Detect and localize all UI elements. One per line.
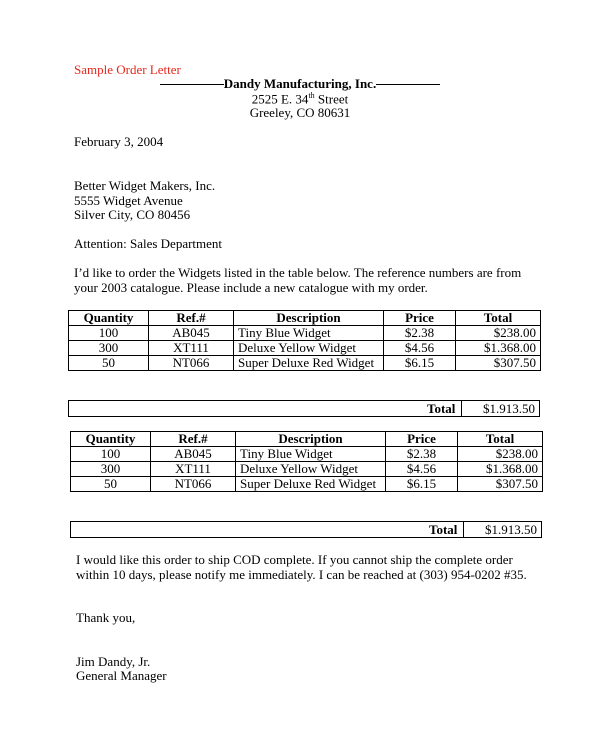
grand-total-value: $1.913.50 <box>483 401 535 416</box>
street-name: Street <box>314 91 349 107</box>
header-quantity: Quantity <box>71 432 151 447</box>
header-total: Total <box>458 432 543 447</box>
sender-city: Greeley, CO 80631 <box>249 105 351 120</box>
recipient-name: Better Widget Makers, Inc. <box>74 178 216 193</box>
cell-desc: Super Deluxe Red Widget <box>236 477 386 492</box>
intro-line-2: your 2003 catalogue. Please include a new catalogue with my order. <box>74 280 428 295</box>
table-header-row <box>71 432 543 447</box>
cell-ref: NT066 <box>151 477 236 492</box>
grand-total-label: Total <box>429 522 458 537</box>
cell-desc: Super Deluxe Red Widget <box>234 356 384 371</box>
header-ref: Ref.# <box>149 311 234 326</box>
cell-total: $238.00 <box>458 447 543 462</box>
letter-date: February 3, 2004 <box>74 134 164 149</box>
cell-ref: AB045 <box>151 447 236 462</box>
cell-total: $1.368.00 <box>458 462 543 477</box>
cell-total: $1.368.00 <box>456 341 541 356</box>
cell-price: $4.56 <box>384 341 456 356</box>
table-row <box>71 447 543 462</box>
total-divider <box>461 401 462 416</box>
cell-total: $307.50 <box>458 477 543 492</box>
cell-desc: Tiny Blue Widget <box>234 326 384 341</box>
sign-off: Thank you, <box>76 610 136 625</box>
underline-left <box>160 83 224 85</box>
cell-total: $307.50 <box>456 356 541 371</box>
cell-ref: XT111 <box>149 341 234 356</box>
signatory-title: General Manager <box>76 668 167 683</box>
cell-desc: Deluxe Yellow Widget <box>236 462 386 477</box>
attention-line: Attention: Sales Department <box>74 236 223 251</box>
total-divider <box>463 522 464 537</box>
cell-ref: AB045 <box>149 326 234 341</box>
header-total: Total <box>456 311 541 326</box>
table-row <box>69 341 541 356</box>
recipient-street: 5555 Widget Avenue <box>74 193 183 208</box>
closing-line-1: I would like this order to ship COD complete. If you cannot ship the complete order <box>76 552 513 567</box>
cell-qty: 50 <box>71 477 151 492</box>
cell-qty: 100 <box>71 447 151 462</box>
cell-desc: Deluxe Yellow Widget <box>234 341 384 356</box>
intro-line-1: I’d like to order the Widgets listed in the table below. The reference numbers are from <box>74 265 522 280</box>
header-ref: Ref.# <box>151 432 236 447</box>
sender-company-line <box>0 76 600 92</box>
grand-total-box-1 <box>68 400 540 417</box>
cell-price: $6.15 <box>384 356 456 371</box>
grand-total-box-2 <box>70 521 542 538</box>
street-ordinal: th <box>308 91 315 100</box>
order-table-2 <box>70 431 543 492</box>
street-number: 2525 E. 34 <box>251 91 309 107</box>
grand-total-label: Total <box>427 401 456 416</box>
closing-line-2: within 10 days, please notify me immediately. I can be reached at (303) 954-0202 #35. <box>76 567 527 582</box>
table-row <box>71 462 543 477</box>
cell-ref: NT066 <box>149 356 234 371</box>
sender-company: Dandy Manufacturing, Inc. <box>223 76 377 91</box>
cell-ref: XT111 <box>151 462 236 477</box>
document-label: Sample Order Letter <box>74 62 181 77</box>
cell-price: $4.56 <box>386 462 458 477</box>
header-description: Description <box>236 432 386 447</box>
cell-qty: 100 <box>69 326 149 341</box>
underline-right <box>376 83 440 85</box>
recipient-city: Silver City, CO 80456 <box>74 207 191 222</box>
header-quantity: Quantity <box>69 311 149 326</box>
table-row <box>69 356 541 371</box>
cell-qty: 50 <box>69 356 149 371</box>
table-row <box>69 326 541 341</box>
signatory-name: Jim Dandy, Jr. <box>76 654 151 669</box>
table-header-row <box>69 311 541 326</box>
header-price: Price <box>386 432 458 447</box>
order-table-1 <box>68 310 541 371</box>
cell-price: $6.15 <box>386 477 458 492</box>
grand-total-value: $1.913.50 <box>485 522 537 537</box>
cell-desc: Tiny Blue Widget <box>236 447 386 462</box>
cell-qty: 300 <box>69 341 149 356</box>
header-price: Price <box>384 311 456 326</box>
cell-price: $2.38 <box>384 326 456 341</box>
cell-price: $2.38 <box>386 447 458 462</box>
cell-total: $238.00 <box>456 326 541 341</box>
cell-qty: 300 <box>71 462 151 477</box>
table-row <box>71 477 543 492</box>
header-description: Description <box>234 311 384 326</box>
